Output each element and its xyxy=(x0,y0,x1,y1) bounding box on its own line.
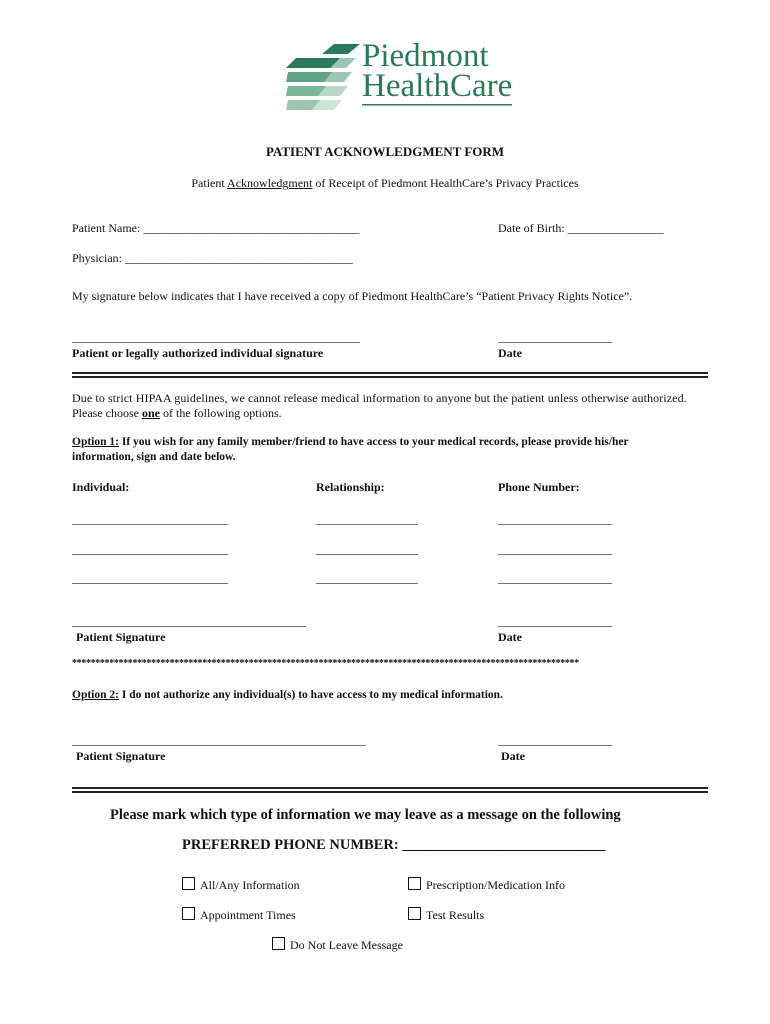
option-1-text-1: If you wish for any family member/friend to have access to your medical records, please provide his/her xyxy=(118,436,629,448)
option-2-text: I do not authorize any individual(s) to have access to my medical information. xyxy=(118,689,503,701)
individual-field-1[interactable]: __________________________ xyxy=(72,512,228,526)
physician-row xyxy=(72,251,353,266)
phone-field-2[interactable]: ___________________ xyxy=(498,542,612,556)
hipaa-line-2-post: of the following options. xyxy=(159,406,282,420)
option-do-not-leave-label: Do Not Leave Message xyxy=(290,938,403,952)
option-1-label: Option 1: xyxy=(72,436,119,448)
option-2-signature-field[interactable]: _________________________________________________ xyxy=(72,733,366,747)
checkbox-appointment[interactable] xyxy=(182,907,195,920)
option-1-line-1 xyxy=(72,436,629,448)
col-phone: Phone Number: xyxy=(498,480,580,494)
signature-label: Patient or legally authorized individual signature xyxy=(72,346,324,360)
physician-label: Physician: xyxy=(72,251,122,265)
dob-row xyxy=(498,221,664,236)
option-prescription[interactable] xyxy=(408,877,565,893)
logo-line-2: HealthCare xyxy=(362,68,513,104)
patient-name-label: Patient Name: xyxy=(72,221,141,235)
signature-field[interactable]: ________________________________________________ xyxy=(72,330,360,344)
option-all-info[interactable] xyxy=(182,877,300,893)
logo-line-1: Piedmont xyxy=(362,38,489,74)
patient-name-row xyxy=(72,221,359,236)
preferred-phone-row xyxy=(182,837,605,854)
option-1-signature-label: Patient Signature xyxy=(76,630,166,644)
relationship-field-1[interactable]: _________________ xyxy=(316,512,418,526)
divider-bottom-2 xyxy=(72,791,708,793)
checkbox-test-results[interactable] xyxy=(408,907,421,920)
phone-field-1[interactable]: ___________________ xyxy=(498,512,612,526)
option-do-not-leave[interactable] xyxy=(272,937,403,953)
divider-top-2 xyxy=(72,376,708,378)
hipaa-line-2 xyxy=(72,406,282,421)
col-relationship: Relationship: xyxy=(316,480,385,494)
option-2-line xyxy=(72,689,503,701)
option-2-date-label: Date xyxy=(501,749,525,763)
subtitle-underlined: Acknowledgment xyxy=(227,176,313,190)
option-1-date-field[interactable]: ___________________ xyxy=(498,614,612,628)
hipaa-line-2-pre: Please choose xyxy=(72,406,142,420)
option-2-label: Option 2: xyxy=(72,689,119,701)
individual-field-2[interactable]: __________________________ xyxy=(72,542,228,556)
receipt-statement: My signature below indicates that I have received a copy of Piedmont HealthCare’s “Patient Privacy Rights Notice”. xyxy=(72,289,633,303)
subtitle-post: of Receipt of Piedmont HealthCare’s Privacy Practices xyxy=(312,176,579,190)
option-appointment[interactable] xyxy=(182,907,296,923)
hipaa-line-1: Due to strict HIPAA guidelines, we cannot release medical information to anyone but the patient unless otherwise authorized. xyxy=(72,391,687,405)
option-1-date-label: Date xyxy=(498,630,522,644)
phone-field-3[interactable]: ___________________ xyxy=(498,571,612,585)
relationship-field-3[interactable]: _________________ xyxy=(316,571,418,585)
dob-field[interactable]: ________________ xyxy=(567,221,664,235)
subtitle-pre: Patient xyxy=(191,176,228,190)
patient-name-field[interactable]: ____________________________________ xyxy=(143,221,360,235)
col-individual: Individual: xyxy=(72,480,130,494)
signature-date-label: Date xyxy=(498,346,522,360)
relationship-field-2[interactable]: _________________ xyxy=(316,542,418,556)
signature-date-field[interactable]: ___________________ xyxy=(498,330,612,344)
option-test-results[interactable] xyxy=(408,907,484,923)
option-test-results-label: Test Results xyxy=(426,908,485,922)
checkbox-prescription[interactable] xyxy=(408,877,421,890)
option-appointment-label: Appointment Times xyxy=(200,908,296,922)
divider-bottom xyxy=(72,787,708,789)
option-all-info-label: All/Any Information xyxy=(200,878,300,892)
divider-top xyxy=(72,372,708,374)
checkbox-do-not-leave[interactable] xyxy=(272,937,285,950)
option-2-date-field[interactable]: ___________________ xyxy=(498,733,612,747)
form-subtitle xyxy=(0,176,770,191)
asterisk-separator: ************************************************************************************************************* xyxy=(72,658,579,669)
checkbox-all-info[interactable] xyxy=(182,877,195,890)
message-heading: Please mark which type of information we may leave as a message on the following xyxy=(110,807,621,823)
preferred-phone-field[interactable]: ____________________________ xyxy=(402,837,606,853)
option-2-signature-label: Patient Signature xyxy=(76,749,166,763)
preferred-phone-label: PREFERRED PHONE NUMBER: xyxy=(182,837,399,853)
physician-field[interactable]: ______________________________________ xyxy=(125,251,353,265)
form-title: PATIENT ACKNOWLEDGMENT FORM xyxy=(265,144,505,159)
hipaa-line-2-em: one xyxy=(141,406,160,420)
option-1-text-2: information, sign and date below. xyxy=(72,451,236,463)
option-1-signature-field[interactable]: _______________________________________ xyxy=(72,614,306,628)
option-prescription-label: Prescription/Medication Info xyxy=(426,878,565,892)
individual-field-3[interactable]: __________________________ xyxy=(72,571,228,585)
dob-label: Date of Birth: xyxy=(498,221,565,235)
piedmont-healthcare-logo xyxy=(286,38,518,120)
